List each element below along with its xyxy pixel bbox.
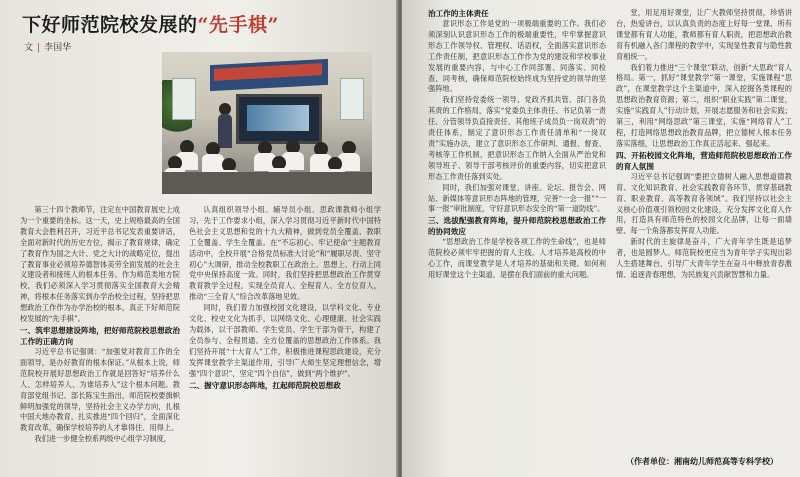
author-name: 李国华 bbox=[44, 43, 72, 53]
author-affiliation: （作者单位：湘南幼儿师范高等专科学校） bbox=[626, 456, 778, 466]
projector-screen bbox=[236, 94, 322, 144]
body-paragraph: 我们着力推进“三个课堂”联动，创新“大思政”育人格局。第一，抓好“课堂教学”第一课堂，实施课程“思政”，在课堂教学这个主渠道中，深入挖掘各类课程的思想政治教育资源；第二，组织“职业实践”第二课堂，实施“实践育人”行动计划，开展志愿服务和社会实践；第三，利用“网络思政”第三课堂，实施“网络育人”工程，打造网络思想政治教育品牌，把立德树人根本任务落实落细，让思想政治工作真正活起来、强起来。 bbox=[616, 62, 792, 148]
body-paragraph: 习近平总书记强调“要把立德树人融入思想道德教育、文化知识教育、社会实践教育各环节，贯穿基础教育、职业教育、高等教育各领域”。我们坚持以社会主义核心价值观引领校园文化建设，充分发挥文化育人作用，打造具有师范特色的校园文化品牌，让每一面墙壁、每一个角落都发挥育人功能。 bbox=[616, 171, 792, 236]
text-column-2 bbox=[189, 205, 381, 467]
text-column-1 bbox=[20, 205, 180, 467]
window-shape bbox=[340, 78, 364, 120]
article-title bbox=[22, 10, 279, 37]
left-page bbox=[0, 0, 398, 477]
body-paragraph: 习近平总书记强调：“加强党对教育工作的全面领导，是办好教育的根本保证。”从根本上说，师范院校开展好思想政治工作就是回答好“培养什么人、怎样培养人、为谁培养人”这个根本问题。教育部党组书记、部长陈宝生指出，师范院校要旗帜鲜明加强党的领导，坚持社会主义办学方向，扎根中国大地办教育，扎实推进“四个回归”，全面深化教育改革，确保学校培养的人才靠得住、用得上。 bbox=[20, 346, 180, 433]
title-quote: “先手棋” bbox=[197, 14, 279, 36]
body-paragraph: 同时，我们加强对课堂、讲座、论坛、报告会、网站、新媒体等意识形态阵地的管理，完善“一会一报”“一事一报”审批制度，守好意识形态安全的“第一道防线”。 bbox=[428, 182, 606, 214]
text-column-3 bbox=[428, 8, 606, 466]
text-column-4 bbox=[616, 8, 792, 444]
section-heading: 一、筑牢思想建设阵地，把好师范院校思想政治工作的正确方向 bbox=[20, 325, 180, 346]
byline-separator: | bbox=[37, 43, 41, 53]
section-heading: 二、握守意识形态阵地，扛起师范院校思想政 bbox=[189, 380, 341, 390]
body-paragraph: 新时代的主旋律是奋斗，广大青年学生既是追梦者，也是圆梦人。师范院校更应当为青年学子实现出彩人生搭建舞台，引导广大青年学生在奋斗中释放青春激情、追逐青春理想，为民族复兴贡献智慧和力量。 bbox=[616, 237, 792, 279]
title-prefix: 下好师范院校发展的 bbox=[22, 14, 198, 36]
body-paragraph: “思想政治工作是学校各项工作的生命线”，也是师范院校必须牢牢把握的育人主线。人才培养是高校的中心工作，而课堂教学是人才培养的基础和关键。如何利用好课堂这个主渠道，是摆在我们面前的重大问题。 bbox=[428, 237, 606, 280]
window-shape bbox=[172, 78, 196, 120]
right-page bbox=[402, 0, 800, 477]
desk-row bbox=[162, 172, 372, 194]
body-paragraph: 同时，我们着力加强校园文化建设，以学科文化、专业文化、校史文化为抓手，以网络文化、心理健康、社会实践为载体，以干部教师、学生党员、学生干部为骨干，构建了全员参与、全程贯通、全方位覆盖的思想政治工作体系。我们坚持开展“十大育人”工作，积极推进课程思政建设，充分发挥课堂教学主渠道作用，引导广大师生坚定理想信念，增强“四个意识”，坚定“四个自信”，做到“两个维护”。 bbox=[189, 303, 381, 378]
body-paragraph: 堂，用足用好课堂，让广大教师坚持贯彻，珍惜讲台，热爱讲台，以认真负责的态度上好每一堂课，所有课堂都有育人功能，教师都有育人职责，把思想政治教育有机融入各门课程的教学中，实现显性教育与隐性教育相统一。 bbox=[616, 8, 792, 61]
body-paragraph: 我们进一步健全校系两级中心组学习制度， bbox=[34, 434, 171, 444]
classroom-photo bbox=[162, 52, 372, 194]
section-heading: 治工作的主体责任 bbox=[428, 9, 489, 18]
byline bbox=[24, 40, 71, 53]
body-paragraph: 意识形态工作是党的一项极端重要的工作。我们必须深刻认识意识形态工作的极端重要性，牢牢掌握意识形态工作领导权、管理权、话语权，全面落实意识形态工作责任制，把意识形态工作作为党的建设和学校事业发展的重要内容，与中心工作同部署、同落实、同检查、同考核，确保师范院校始终成为坚持党的领导的坚强阵地。 bbox=[428, 19, 606, 94]
body-paragraph: 认真组织领导小组、辅导员小组、思政课教师小组学习，先于工作要求小组，深入学习贯彻习近平新时代中国特色社会主义思想和党的十九大精神，做到党员全覆盖、教职工全覆盖、学生全覆盖。在“不忘初心、牢记使命”主题教育活动中，全校开展“合格党员标准大讨论”和“履职尽责、坚守初心”大调研，推动全校教职工在政治上、思想上、行动上同党中央保持高度一致。同时，我们坚持把思想政治工作贯穿教育教学全过程，实现全员育人、全程育人、全方位育人，推动“三全育人”综合改革落地见效。 bbox=[189, 205, 381, 302]
body-paragraph: 第三十四个教师节，注定在中国教育展史上成为一个重要的坐标。这一天，史上规格最高的全国教育大会胜利召开，习近平总书记发表重要讲话，全面对新时代的历史方位，揭示了教育规律，确定了教育作为国之大计、党之大计的战略定位，提出了教育事业必须培养德智体美劳全面发展的社会主义建设者和接班人的根本任务。作为师范类地方院校，我们必须深入学习贯彻落实全国教育大会精神，将根本任务落实到办学治校全过程，坚持把思想政治工作作为办学治校的根本，真正下好师范院校发展的“先手棋”。 bbox=[20, 205, 180, 324]
section-heading: 四、开拓校园文化阵地，营造师范院校思想政治工作的育人氛围 bbox=[616, 150, 792, 171]
body-paragraph: 我们坚持党委统一领导、党政齐抓共管、部门各负其责的工作格局，落实“党委负主体责任、书记负第一责任、分管领导负直接责任、其他班子成员负一岗双责”的责任体系，制定了意识形态工作责任清单和“一岗双责”实施办法，建立了意识形态工作研判、通报、督查、考核等工作机制，把意识形态工作纳入全面从严治党和领导班子、领导干部考核评价的重要内容，切实把意识形态工作责任落到实处。 bbox=[428, 95, 606, 181]
byline-label: 文 bbox=[24, 43, 34, 53]
section-heading: 三、选拔配强教育阵地，提升师范院校思想政治工作的协同效应 bbox=[428, 216, 606, 237]
